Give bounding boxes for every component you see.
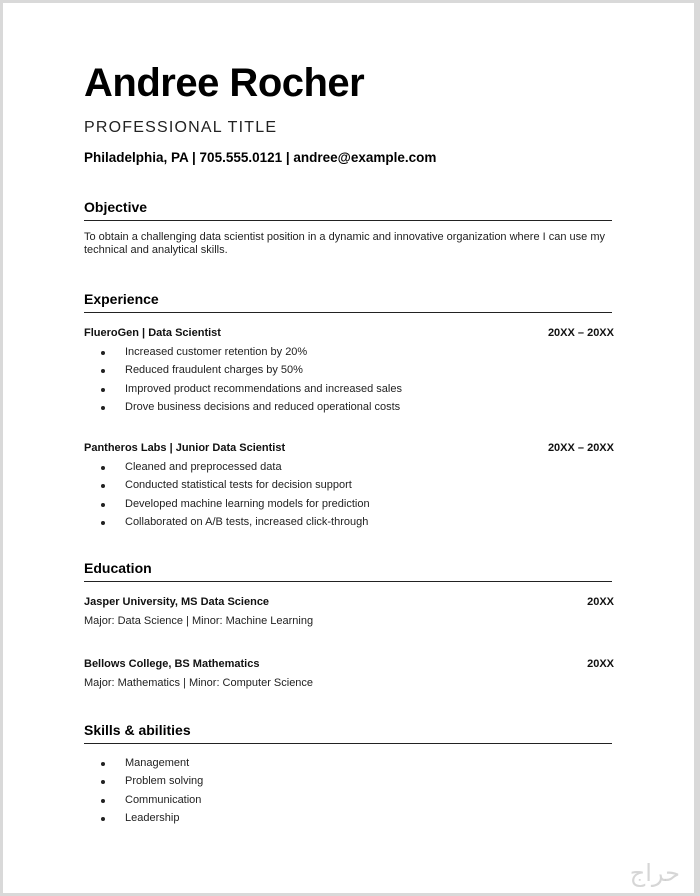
job-bullet: Increased customer retention by 20% — [84, 346, 402, 364]
job-title: Pantheros Labs | Junior Data Scientist — [84, 442, 286, 454]
professional-title: PROFESSIONAL TITLE — [84, 119, 278, 136]
skill-item: Communication — [84, 794, 203, 812]
objective-heading: Objective — [84, 199, 612, 221]
degree-detail: Major: Data Science | Minor: Machine Learning — [84, 615, 314, 627]
objective-text: To obtain a challenging data scientist position in a dynamic and innovative organization where I can use my technical and analytical skills. — [84, 231, 605, 256]
contact-line: Philadelphia, PA | 705.555.0121 | andree@example.com — [84, 150, 437, 165]
job-bullet: Developed machine learning models for prediction — [84, 498, 370, 516]
skills-list — [84, 757, 203, 831]
degree-title: Jasper University, MS Data Science — [84, 596, 270, 608]
skills-heading: Skills & abilities — [84, 722, 612, 744]
job-bullet: Conducted statistical tests for decision support — [84, 479, 370, 497]
job-bullet: Cleaned and preprocessed data — [84, 461, 370, 479]
job-dates: 20XX – 20XX — [547, 327, 614, 339]
education-heading: Education — [84, 560, 612, 582]
job-bullet: Improved product recommendations and increased sales — [84, 383, 402, 401]
degree-year: 20XX — [587, 596, 614, 608]
job-title: FlueroGen | Data Scientist — [84, 327, 221, 339]
job-bullet: Drove business decisions and reduced operational costs — [84, 401, 402, 419]
job-dates: 20XX – 20XX — [547, 442, 614, 454]
degree-detail: Major: Mathematics | Minor: Computer Science — [84, 677, 314, 689]
skill-item: Management — [84, 757, 203, 775]
degree-title: Bellows College, BS Mathematics — [84, 658, 260, 670]
education-entry-header — [84, 596, 614, 610]
candidate-name: Andree Rocher — [84, 61, 365, 105]
resume-page — [3, 3, 694, 893]
job-bullet-list — [84, 346, 402, 420]
skill-item: Leadership — [84, 812, 203, 830]
job-entry-header — [84, 442, 614, 456]
job-bullet: Reduced fraudulent charges by 50% — [84, 364, 402, 382]
education-entry-header — [84, 658, 614, 672]
watermark-logo: حراج — [629, 859, 680, 887]
experience-heading: Experience — [84, 291, 612, 313]
job-bullet: Collaborated on A/B tests, increased click-through — [84, 516, 370, 534]
skill-item: Problem solving — [84, 775, 203, 793]
job-entry-header — [84, 327, 614, 341]
degree-year: 20XX — [587, 658, 614, 670]
job-bullet-list — [84, 461, 370, 535]
